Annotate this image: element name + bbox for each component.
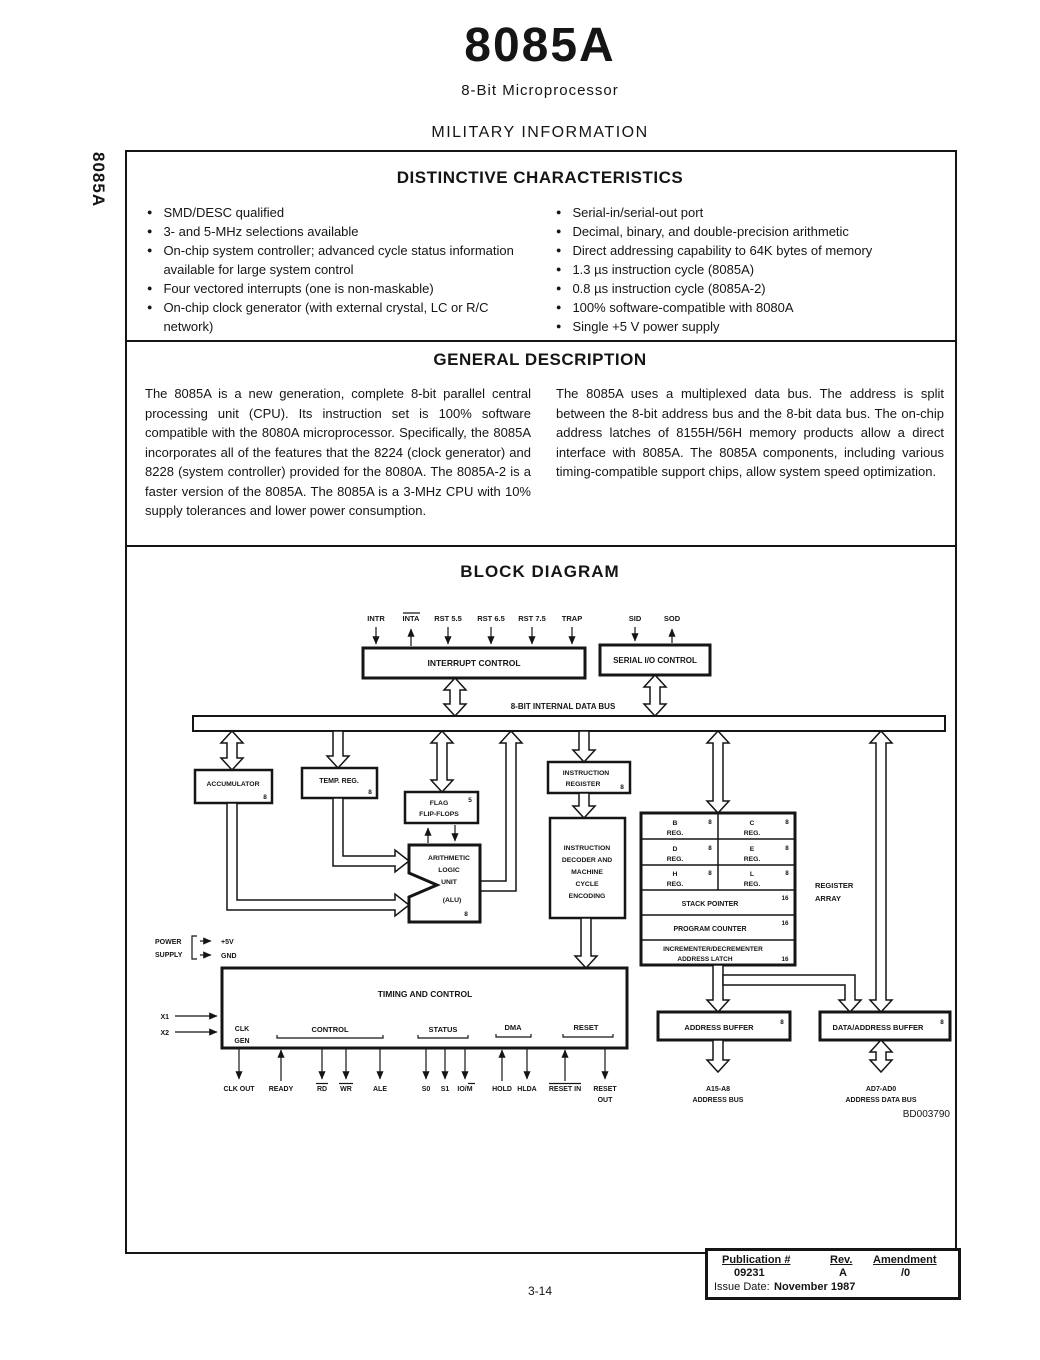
pin-intr: INTR bbox=[367, 614, 385, 623]
internal-data-bus bbox=[193, 716, 945, 731]
reg-d: D bbox=[672, 846, 678, 853]
general-description-right: The 8085A uses a multiplexed data bus. The address is split between the 8-bit address bus and the 8-bit data bus. The on-chip address latches of 8155H/56H memory products allow a direct interface with 8085A. The 8085A components, including various timing-compatible support chips, allow system speed optimization. bbox=[556, 386, 944, 479]
side-tab-label: 8085A bbox=[89, 152, 108, 208]
amendment-label: Amendment bbox=[873, 1254, 937, 1266]
pin-rd: RD bbox=[316, 1086, 328, 1093]
decoder-label-4: CYCLE bbox=[575, 881, 599, 888]
bullet-item: ● SMD/DESC qualified bbox=[147, 205, 285, 220]
temp-reg-bits: 8 bbox=[368, 789, 372, 796]
pin-hlda: HLDA bbox=[517, 1086, 537, 1093]
stack-pointer-bits: 16 bbox=[781, 895, 789, 902]
dma-group-label: DMA bbox=[504, 1023, 522, 1032]
decoder-label-3: MACHINE bbox=[571, 869, 603, 876]
instruction-register-bits: 8 bbox=[620, 784, 624, 791]
address-data-bus-label-1: AD7-AD0 bbox=[865, 1086, 897, 1093]
reg-h-bits: 8 bbox=[708, 870, 712, 877]
pin-ready: READY bbox=[268, 1086, 294, 1093]
page-number: 3-14 bbox=[527, 1284, 553, 1298]
pin-rst65: RST 6.5 bbox=[477, 614, 505, 623]
bullet-item: ● 0.8 µs instruction cycle (8085A-2) bbox=[556, 281, 766, 296]
address-buffer-bits: 8 bbox=[780, 1019, 784, 1026]
program-counter-label: PROGRAM COUNTER bbox=[673, 926, 747, 933]
incrementer-label-1: INCREMENTER/DECREMENTER bbox=[663, 946, 763, 953]
bullet-item: ● Decimal, binary, and double-precision arithmetic bbox=[556, 224, 849, 239]
alu-label-2: LOGIC bbox=[438, 867, 460, 874]
publication-value: 09231 bbox=[734, 1267, 765, 1279]
power-label-2: SUPPLY bbox=[155, 952, 183, 959]
address-bus-label-2: ADDRESS BUS bbox=[692, 1097, 744, 1104]
incrementer-label-2: ADDRESS LATCH bbox=[677, 956, 733, 963]
bullet-item: ● 100% software-compatible with 8080A bbox=[556, 300, 794, 315]
pin-reset-out-2: OUT bbox=[597, 1097, 613, 1104]
amendment-value: /0 bbox=[901, 1267, 911, 1279]
pin-sod: SOD bbox=[663, 614, 681, 623]
distinctive-right-column bbox=[556, 203, 948, 336]
data-address-buffer-label: DATA/ADDRESS BUFFER bbox=[832, 1023, 924, 1032]
reg-e: E bbox=[749, 846, 755, 853]
reg-b-bits: 8 bbox=[708, 819, 712, 826]
stack-pointer-label: STACK POINTER bbox=[681, 901, 739, 908]
arrow-tempreg-alu bbox=[333, 798, 409, 872]
reg-b: B bbox=[672, 820, 678, 827]
alu-label-3: UNIT bbox=[441, 879, 457, 886]
data-address-buffer-bits: 8 bbox=[940, 1019, 944, 1026]
rev-value: A bbox=[839, 1267, 847, 1279]
address-data-bus-label-2: ADDRESS DATA BUS bbox=[845, 1097, 917, 1104]
distinctive-characteristics-heading: DISTINCTIVE CHARACTERISTICS bbox=[396, 168, 684, 187]
bullet-icon: ● bbox=[556, 245, 562, 255]
reg-d-sub: REG. bbox=[666, 856, 684, 863]
bullet-icon: ● bbox=[556, 207, 562, 217]
bullet-icon: ● bbox=[556, 226, 562, 236]
bullet-icon: ● bbox=[147, 302, 153, 312]
bullet-item: ● 3- and 5-MHz selections available bbox=[147, 224, 359, 239]
decoder-label-5: ENCODING bbox=[568, 893, 606, 900]
incrementer-bits: 16 bbox=[781, 956, 789, 963]
arrow-incrementer-data-buffer bbox=[723, 975, 861, 1012]
reg-c-bits: 8 bbox=[785, 819, 789, 826]
bullet-item: ● On-chip system controller; advanced cycle status information available for large system control bbox=[147, 243, 514, 277]
power-5v-label: +5V bbox=[221, 939, 234, 946]
bullet-icon: ● bbox=[556, 302, 562, 312]
arrow-bus-accumulator bbox=[221, 731, 243, 770]
internal-bus-label: 8-BIT INTERNAL DATA BUS bbox=[510, 702, 616, 711]
issue-date-value: November 1987 bbox=[774, 1281, 856, 1293]
block-diagram-heading: BLOCK DIAGRAM bbox=[460, 562, 620, 581]
arrow-bus-tempreg bbox=[327, 731, 349, 768]
pin-reset-out-1: RESET bbox=[593, 1086, 617, 1093]
arrow-bus-instruction-register bbox=[573, 731, 595, 762]
instruction-register-box bbox=[548, 762, 630, 793]
bullet-item: ● 1.3 µs instruction cycle (8085A) bbox=[556, 262, 755, 277]
pin-ale: ALE bbox=[373, 1086, 387, 1093]
flag-flipflops-box bbox=[405, 792, 478, 823]
pin-s1: S1 bbox=[440, 1086, 450, 1093]
pin-hold: HOLD bbox=[492, 1086, 512, 1093]
accumulator-label: ACCUMULATOR bbox=[206, 781, 260, 788]
temp-reg-label: TEMP. REG. bbox=[319, 778, 359, 785]
accumulator-bits: 8 bbox=[263, 794, 267, 801]
bullet-item: ● Four vectored interrupts (one is non-maskable) bbox=[147, 281, 434, 296]
arrow-incrementer-address-buffer bbox=[707, 965, 729, 1012]
bullet-icon: ● bbox=[147, 245, 153, 255]
instruction-decoder-box bbox=[550, 818, 625, 918]
rev-label: Rev. bbox=[830, 1254, 853, 1266]
reg-l-sub: REG. bbox=[743, 881, 761, 888]
reset-group-label: RESET bbox=[573, 1023, 599, 1032]
timing-control-label: TIMING AND CONTROL bbox=[377, 989, 473, 999]
timing-control-box bbox=[222, 968, 627, 1048]
decoder-label-2: DECODER AND bbox=[561, 857, 613, 864]
x1-label: X1 bbox=[160, 1014, 169, 1021]
interrupt-control-label: INTERRUPT CONTROL bbox=[427, 658, 521, 668]
bullet-icon: ● bbox=[556, 321, 562, 331]
arrow-address-bus-out bbox=[707, 1040, 729, 1072]
bullet-item: ● Single +5 V power supply bbox=[556, 319, 720, 334]
power-bracket bbox=[192, 936, 197, 959]
distinctive-left-column bbox=[147, 203, 535, 336]
general-description-left: The 8085A is a new generation, complete 8-bit parallel central processing unit (CPU). Its instruction set is 100% software compatible with the 8080A microprocessor. Specifically, the 8085A incorporates all of the features that the 8224 (clock generator) and 8228 (system controller) provided for the 8080A. The 8085A-2 is a faster version of the 8085A. The 8085A is a 3-MHz CPU with 10% supply tolerances and lower power consumption. bbox=[145, 386, 531, 518]
arrow-bus-flags bbox=[431, 731, 453, 792]
arrow-bus-data-buffer bbox=[870, 731, 892, 1012]
bullet-item: ● Serial-in/serial-out port bbox=[556, 205, 704, 220]
clk-gen-label-2: GEN bbox=[234, 1038, 250, 1045]
pin-rst55: RST 5.5 bbox=[434, 614, 462, 623]
reg-l: L bbox=[749, 871, 755, 878]
pin-rst75: RST 7.5 bbox=[518, 614, 546, 623]
pin-clk-out: CLK OUT bbox=[223, 1086, 255, 1093]
pin-sid: SID bbox=[628, 614, 642, 623]
address-bus-label-1: A15-A8 bbox=[705, 1086, 731, 1093]
reg-e-sub: REG. bbox=[743, 856, 761, 863]
reg-h: H bbox=[672, 871, 678, 878]
reg-e-bits: 8 bbox=[785, 845, 789, 852]
flag-label-2: FLIP-FLOPS bbox=[419, 811, 459, 818]
general-description-heading: GENERAL DESCRIPTION bbox=[433, 350, 647, 369]
alu-label-1: ARITHMETIC bbox=[428, 855, 470, 862]
page-title: 8085A bbox=[464, 19, 616, 72]
pin-trap: TRAP bbox=[561, 614, 583, 623]
arrow-alu-bus bbox=[480, 731, 522, 891]
instruction-register-label-1: INSTRUCTION bbox=[562, 770, 610, 777]
bullet-icon: ● bbox=[147, 226, 153, 236]
arrow-interrupt-bus bbox=[444, 678, 466, 716]
register-array-label-2: ARRAY bbox=[815, 894, 841, 903]
military-information-banner: MILITARY INFORMATION bbox=[431, 124, 649, 141]
power-label-1: POWER bbox=[155, 939, 182, 946]
bullet-icon: ● bbox=[556, 264, 562, 274]
control-group-label: CONTROL bbox=[311, 1025, 349, 1034]
address-buffer-label: ADDRESS BUFFER bbox=[684, 1023, 754, 1032]
x2-label: X2 bbox=[160, 1030, 169, 1037]
instruction-register-label-2: REGISTER bbox=[565, 781, 601, 788]
arrow-ir-decoder bbox=[573, 793, 595, 818]
bullet-icon: ● bbox=[147, 283, 153, 293]
reg-d-bits: 8 bbox=[708, 845, 712, 852]
alu-bits: 8 bbox=[464, 911, 468, 918]
arrow-bus-register-array bbox=[707, 731, 729, 813]
reg-h-sub: REG. bbox=[666, 881, 684, 888]
flag-bits: 5 bbox=[468, 797, 472, 804]
reg-c-sub: REG. bbox=[743, 830, 761, 837]
pin-reset-in: RESET IN bbox=[548, 1086, 582, 1093]
bullet-item: ● Direct addressing capability to 64K bytes of memory bbox=[556, 243, 873, 258]
serial-io-control-label: SERIAL I/O CONTROL bbox=[613, 656, 697, 665]
bullet-icon: ● bbox=[556, 283, 562, 293]
alu-label-4: (ALU) bbox=[442, 897, 462, 904]
decoder-label-1: INSTRUCTION bbox=[563, 845, 611, 852]
arrow-address-data-bus-out bbox=[870, 1040, 892, 1072]
pin-iom: IO/M bbox=[457, 1086, 473, 1093]
publication-label: Publication # bbox=[722, 1254, 791, 1266]
pin-wr: WR bbox=[340, 1086, 352, 1093]
bullet-item: ● On-chip clock generator (with external crystal, LC or R/C network) bbox=[147, 300, 489, 334]
issue-date-label: Issue Date: bbox=[714, 1281, 770, 1293]
pin-s0: S0 bbox=[421, 1086, 431, 1093]
arrow-decoder-timing bbox=[575, 918, 597, 968]
page-subtitle: 8-Bit Microprocessor bbox=[461, 82, 619, 99]
block-diagram bbox=[125, 545, 955, 1250]
pin-inta: INTA bbox=[402, 614, 420, 623]
status-group-label: STATUS bbox=[428, 1025, 458, 1034]
bullet-icon: ● bbox=[147, 207, 153, 217]
flag-label-1: FLAG bbox=[429, 800, 449, 807]
section-divider bbox=[125, 340, 955, 342]
reg-b-sub: REG. bbox=[666, 830, 684, 837]
figure-id: BD003790 bbox=[902, 1109, 950, 1120]
reg-c: C bbox=[749, 820, 755, 827]
program-counter-bits: 16 bbox=[781, 920, 789, 927]
power-gnd-label: GND bbox=[221, 953, 237, 960]
reg-l-bits: 8 bbox=[785, 870, 789, 877]
clk-gen-label-1: CLK bbox=[234, 1026, 250, 1033]
arrow-serial-bus bbox=[644, 675, 666, 716]
register-array-label-1: REGISTER bbox=[815, 881, 854, 890]
